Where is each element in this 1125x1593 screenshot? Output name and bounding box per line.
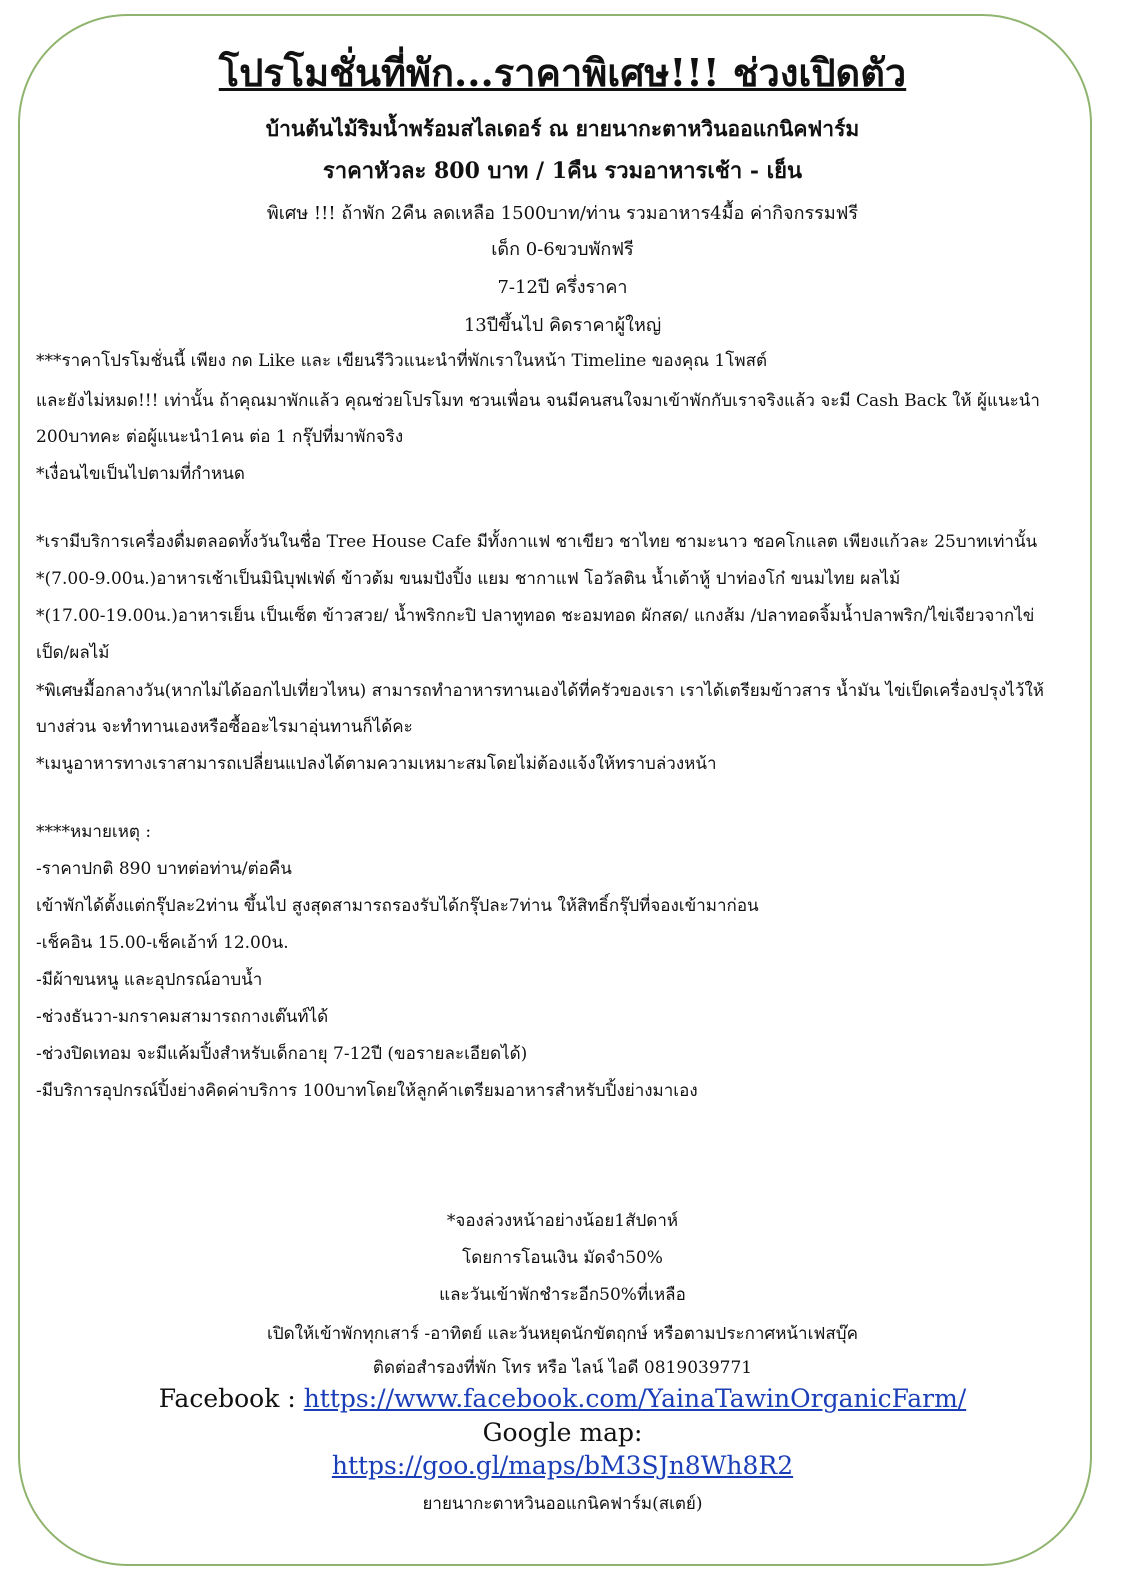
promo-line-3: 200บาทคะ ต่อผู้แนะนำ1คน ต่อ 1 กรุ๊ปที่มาพักจริง [36,427,404,447]
note-4: -มีผ้าขนหนู และอุปกรณ์อาบน้ำ [36,970,263,990]
booking-line-4: เปิดให้เข้าพักทุกเสาร์ -อาทิตย์ และวันหยุดนักขัตฤกษ์ หรือตามประกาศหน้าเฟสบุ๊ค [267,1324,858,1344]
footer-farm-name: ยายนากะตาหวินออแกนิคฟาร์ม(สเตย์) [422,1494,703,1514]
special-line-3: 7-12ปี ครึ่งราคา [497,277,628,298]
booking-line-3: และวันเข้าพักชำระอีก50%ที่เหลือ [439,1285,686,1305]
promo-line-2: และยังไม่หมด!!! เท่านั้น ถ้าคุณมาพักแล้ว คุณช่วยโปรโมท ชวนเพื่อน จนมีคนสนใจมาเข้าพักกับเราจริงแล้ว จะมี Cash Back ให้ ผู้แนะนำ [36,391,1040,411]
note-5: -ช่วงธันวา-มกราคมสามารถกางเต๊นท์ได้ [36,1007,329,1027]
service-line-2: *(7.00-9.00น.)อาหารเช้าเป็นมินิบุฟเฟ่ต์ ข้าวต้ม ขนมปังปิ้ง แยม ชากาแฟ โอวัลติน น้ำเต้าหู้ ปาท่องโก๋ ขนมไทย ผลไม้ [36,569,901,589]
service-line-7: *เมนูอาหารทางเราสามารถเปลี่ยนแปลงได้ตามความเหมาะสมโดยไม่ต้องแจ้งให้ทราบล่วงหน้า [36,754,717,774]
booking-line-1: *จองล่วงหน้าอย่างน้อย1สัปดาห์ [446,1211,679,1231]
special-line-4: 13ปีขึ้นไป คิดราคาผู้ใหญ่ [463,315,662,336]
notes-heading: ****หมายเหตุ : [36,822,152,842]
note-2: เข้าพักได้ตั้งแต่กรุ๊ปละ2ท่าน ขึ้นไป สูงสุดสามารถรองรับได้กรุ๊ปละ7ท่าน ให้สิทธิ์กรุ๊ปที่จองเข้ามาก่อน [36,896,759,916]
price-line: ราคาหัวละ 800 บาท / 1คืน รวมอาหารเช้า - เย็น [322,158,803,184]
google-map-label: Google map: [482,1418,643,1447]
service-line-4: เป็ด/ผลไม้ [36,643,110,663]
note-7: -มีบริการอุปกรณ์ปิ้งย่างคิดค่าบริการ 100บาทโดยให้ลูกค้าเตรียมอาหารสำหรับปิ้งย่างมาเอง [36,1081,698,1101]
facebook-label: Facebook : [158,1384,304,1413]
note-1: -ราคาปกติ 890 บาทต่อท่าน/ต่อคืน [36,859,292,879]
facebook-link[interactable]: https://www.facebook.com/YainaTawinOrganicFarm/ [303,1384,967,1413]
service-line-3: *(17.00-19.00น.)อาหารเย็น เป็นเซ็ต ข้าวสวย/ น้ำพริกกะปิ ปลาทูทอด ชะอมทอด ผักสด/ แกงส้ม /ปลาทอดจิ้มน้ำปลาพริก/ไข่เจียวจากไข่ [36,606,1035,626]
note-6: -ช่วงปิดเทอม จะมีแค้มปิ้งสำหรับเด็กอายุ 7-12ปี (ขอรายละเอียดได้) [36,1044,528,1064]
promo-line-1: ***ราคาโปรโมชั่นนี้ เพียง กด Like และ เขียนรีวิวแนะนำที่พักเราในหน้า Timeline ของคุณ 1โพสต์ [36,351,767,371]
google-map-link[interactable]: https://goo.gl/maps/bM3SJn8Wh8R2 [331,1451,794,1480]
service-line-6: บางส่วน จะทำทานเองหรือซื้ออะไรมาอุ่นทานก็ได้คะ [36,717,413,737]
note-3: -เช็คอิน 15.00-เช็คเอ้าท์ 12.00น. [36,933,289,953]
facebook-line [40,1384,1085,1413]
service-line-5: *พิเศษมื้อกลางวัน(หากไม่ได้ออกไปเที่ยวไหน) สามารถทำอาหารทานเองได้ที่ครัวของเรา เราได้เตรียมข้าวสาร น้ำมัน ไข่เป็ดเครื่องปรุงไว้ให้ [36,681,1044,701]
booking-line-2: โดยการโอนเงิน มัดจำ50% [462,1248,663,1268]
subtitle: บ้านต้นไม้ริมน้ำพร้อมสไลเดอร์ ณ ยายนากะตาหวินออแกนิคฟาร์ม [265,116,860,141]
contact-line: ติดต่อสำรองที่พัก โทร หรือ ไลน์ ไอดี 0819039771 [372,1358,753,1378]
google-map-line [40,1451,1085,1480]
special-line-2: เด็ก 0-6ขวบพักฟรี [491,239,634,260]
page-title: โปรโมชั่นที่พัก...ราคาพิเศษ!!! ช่วงเปิดตัว [218,50,907,95]
service-line-1: *เรามีบริการเครื่องดื่มตลอดทั้งวันในชื่อ Tree House Cafe มีทั้งกาแฟ ชาเขียว ชาไทย ชามะนาว ชอคโกแลต เพียงแก้วละ 25บาทเท่านั้น [36,532,1038,552]
promo-line-4: *เงื่อนไขเป็นไปตามที่กำหนด [36,464,245,484]
special-line-1: พิเศษ !!! ถ้าพัก 2คืน ลดเหลือ 1500บาท/ท่าน รวมอาหาร4มื้อ ค่ากิจกรรมฟรี [266,203,859,224]
